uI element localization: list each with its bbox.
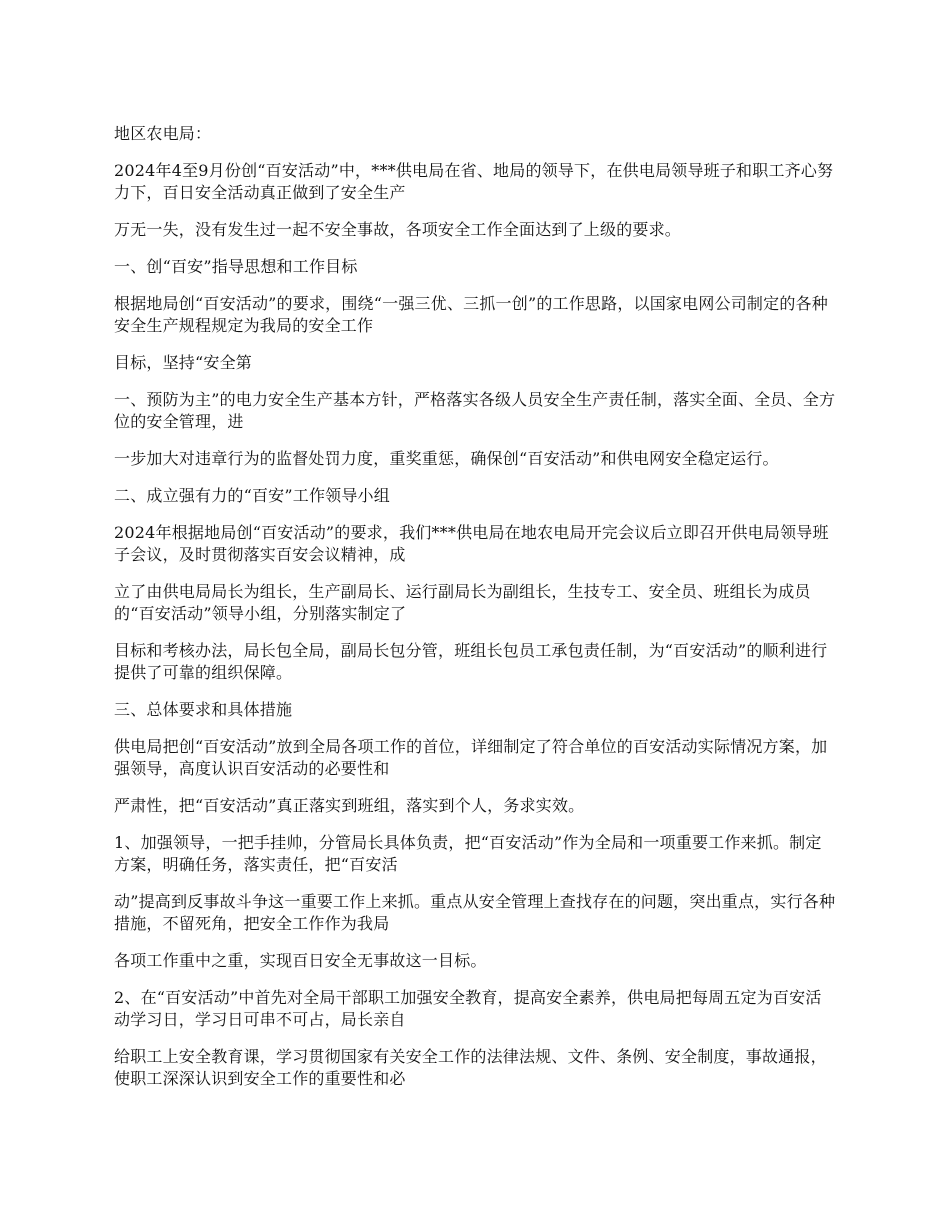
paragraph: 严肃性，把“百安活动”真正落实到班组，落实到个人，务求实效。 (114, 796, 585, 815)
paragraph: 一、预防为主”的电力安全生产基本方针，严格落实各级人员安全生产责任制，落实全面、全员、全方位的安全管理，进 (114, 390, 836, 431)
list-item: 2、在“百安活动”中首先对全局干部职工加强安全教育，提高安全素养，供电局把每周五定为百安活动学习日，学习日可串不可占，局长亲自 (114, 988, 822, 1029)
paragraph: 目标，坚持“安全第 (114, 353, 252, 372)
list-item: 1、加强领导，一把手挂帅，分管局长具体负责，把“百安活动”作为全局和一项重要工作来抓。制定方案，明确任务，落实责任，把“百安活 (114, 833, 822, 874)
paragraph: 给职工上安全教育课，学习贯彻国家有关安全工作的法律法规、文件、条例、安全制度，事故通报，使职工深深认识到安全工作的重要性和必 (114, 1047, 827, 1088)
paragraph: 一步加大对违章行为的监督处罚力度，重奖重惩，确保创“百安活动”和供电网安全稳定运行。 (114, 449, 779, 468)
section-heading: 三、总体要求和具体措施 (114, 700, 293, 719)
section-heading: 二、成立强有力的“百安”工作领导小组 (114, 486, 390, 505)
paragraph: 万无一失，没有发生过一起不安全事故，各项安全工作全面达到了上级的要求。 (114, 220, 682, 239)
paragraph: 立了由供电局局长为组长，生产副局长、运行副局长为副组长，生技专工、安全员、班组长为成员的“百安活动”领导小组，分别落实制定了 (114, 582, 811, 623)
section-heading: 一、创“百安”指导思想和工作目标 (114, 257, 358, 276)
document-body (114, 123, 836, 1105)
paragraph: 2024年根据地局创“百安活动”的要求，我们***供电局在地农电局开完会议后立即召开供电局领导班子会议，及时贯彻落实百安会议精神，成 (114, 523, 829, 564)
paragraph: 2024年4至9月份创“百安活动”中，***供电局在省、地局的领导下，在供电局领导班子和职工齐心努力下，百日安全活动真正做到了安全生产 (114, 161, 834, 202)
paragraph: 根据地局创“百安活动”的要求，围绕“一强三优、三抓一创”的工作思路，以国家电网公司制定的各种安全生产规程规定为我局的安全工作 (114, 294, 828, 335)
paragraph: 目标和考核办法，局长包全局，副局长包分管，班组长包员工承包责任制，为“百安活动”的顺利进行提供了可靠的组织保障。 (114, 641, 828, 682)
salutation: 地区农电局： (114, 124, 212, 143)
paragraph: 各项工作重中之重，实现百日安全无事故这一目标。 (114, 951, 487, 970)
paragraph: 供电局把创“百安活动”放到全局各项工作的首位，详细制定了符合单位的百安活动实际情况方案，加强领导，高度认识百安活动的必要性和 (114, 737, 828, 778)
paragraph: 动”提高到反事故斗争这一重要工作上来抓。重点从安全管理上查找存在的问题，突出重点，实行各种措施，不留死角，把安全工作作为我局 (114, 892, 836, 933)
